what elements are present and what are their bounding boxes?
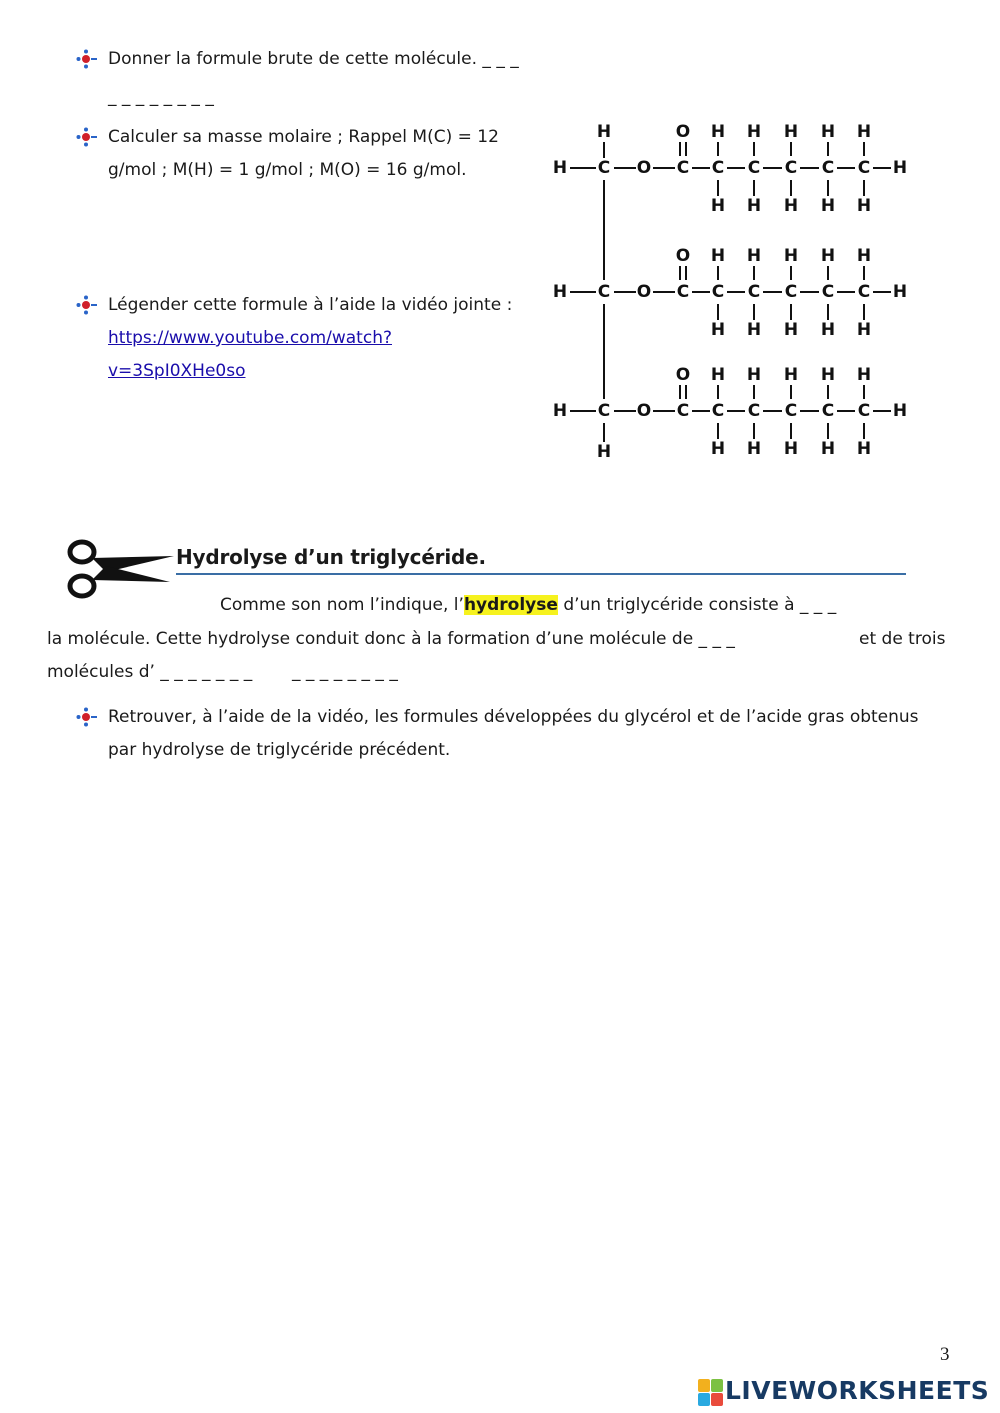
atom-h: H xyxy=(552,158,568,178)
question-1-blank[interactable]: _ _ _ _ _ _ _ _ xyxy=(108,87,214,107)
paragraph-line-2[interactable]: la molécule. Cette hydrolyse conduit donc à la formation d’une molécule de _ _ _ xyxy=(47,629,735,649)
atom-h: H xyxy=(783,246,799,266)
logo-brand-worksheets: WORKSHEETS xyxy=(788,1376,990,1405)
atom-h: H xyxy=(596,122,612,142)
atom-h: H xyxy=(710,122,726,142)
question-4-line-2: par hydrolyse de triglycéride précédent. xyxy=(108,740,451,760)
atom-h: H xyxy=(746,439,762,459)
atom-h: H xyxy=(746,365,762,385)
video-link-line-2[interactable]: v=3SpI0XHe0so xyxy=(108,361,246,381)
atom-h: H xyxy=(710,365,726,385)
page-number: 3 xyxy=(940,1344,950,1365)
atom-h: H xyxy=(820,196,836,216)
atom-c: C xyxy=(676,282,690,302)
atom-h: H xyxy=(746,122,762,142)
atom-h: H xyxy=(856,365,872,385)
question-2-line-1: Calculer sa masse molaire ; Rappel M(C) = 12 xyxy=(108,127,499,147)
atom-h: H xyxy=(746,320,762,340)
video-link-line-1[interactable]: https://www.youtube.com/watch? xyxy=(108,328,392,348)
atom-h: H xyxy=(892,282,908,302)
atom-c: C xyxy=(747,282,761,302)
atom-h: H xyxy=(746,196,762,216)
atom-h: H xyxy=(820,246,836,266)
atom-c: C xyxy=(857,282,871,302)
atom-h: H xyxy=(856,320,872,340)
atom-c: C xyxy=(821,401,835,421)
paragraph-line-3-a[interactable]: molécules d’ _ _ _ _ _ _ _ xyxy=(47,662,253,682)
atom-h: H xyxy=(820,365,836,385)
liveworksheets-logo-icon xyxy=(698,1379,724,1407)
paragraph-line-1-start: Comme son nom l’indique, l’ xyxy=(220,595,464,615)
atom-h: H xyxy=(820,122,836,142)
atom-c: C xyxy=(784,401,798,421)
atom-o: O xyxy=(636,401,652,421)
atom-c: C xyxy=(597,282,611,302)
atom-o: O xyxy=(675,246,691,266)
section-title: Hydrolyse d’un triglycéride. xyxy=(176,545,486,569)
atom-h: H xyxy=(710,246,726,266)
paragraph-line-2-end: et de trois xyxy=(859,629,946,649)
liveworksheets-logo xyxy=(698,1376,994,1410)
atom-o: O xyxy=(675,365,691,385)
question-2 xyxy=(76,121,536,191)
hydrolyse-highlight: hydrolyse xyxy=(463,595,558,615)
atom-c: C xyxy=(676,158,690,178)
question-3-text: Légender cette formule à l’aide la vidéo jointe : xyxy=(108,295,513,315)
atom-h: H xyxy=(783,122,799,142)
atom-h: H xyxy=(783,439,799,459)
atom-c: C xyxy=(747,401,761,421)
logo-brand-live: LIVE xyxy=(725,1376,789,1405)
atom-c: C xyxy=(784,282,798,302)
atom-h: H xyxy=(892,401,908,421)
atom-h: H xyxy=(856,439,872,459)
atom-c: C xyxy=(857,401,871,421)
atom-h: H xyxy=(552,401,568,421)
atom-h: H xyxy=(856,122,872,142)
atom-h: H xyxy=(710,320,726,340)
question-1 xyxy=(76,43,536,113)
question-3 xyxy=(76,289,536,389)
atom-h: H xyxy=(856,196,872,216)
atom-h: H xyxy=(783,365,799,385)
atom-o: O xyxy=(636,158,652,178)
atom-h: H xyxy=(820,320,836,340)
atom-c: C xyxy=(676,401,690,421)
triglyceride-structure xyxy=(548,118,918,468)
question-2-line-2: g/mol ; M(H) = 1 g/mol ; M(O) = 16 g/mol. xyxy=(108,160,467,180)
atom-o: O xyxy=(636,282,652,302)
atom-h: H xyxy=(710,439,726,459)
scissors-icon xyxy=(66,536,178,602)
atom-o: O xyxy=(675,122,691,142)
paragraph-line-1-end[interactable]: d’un triglycéride consiste à _ _ _ xyxy=(557,595,837,615)
molecule-bullet-icon xyxy=(76,295,98,315)
atom-c: C xyxy=(784,158,798,178)
question-4 xyxy=(76,701,956,771)
atom-h: H xyxy=(820,439,836,459)
atom-c: C xyxy=(711,282,725,302)
atom-h: H xyxy=(892,158,908,178)
atom-c: C xyxy=(711,158,725,178)
molecule-bullet-icon xyxy=(76,127,98,147)
atom-c: C xyxy=(747,158,761,178)
molecule-bullet-icon xyxy=(76,707,98,727)
atom-c: C xyxy=(821,158,835,178)
atom-h: H xyxy=(783,196,799,216)
atom-c: C xyxy=(597,158,611,178)
section-rule xyxy=(176,573,906,575)
atom-c: C xyxy=(821,282,835,302)
atom-c: C xyxy=(711,401,725,421)
atom-c: C xyxy=(597,401,611,421)
molecule-bullet-icon xyxy=(76,49,98,69)
atom-h: H xyxy=(783,320,799,340)
question-4-line-1: Retrouver, à l’aide de la vidéo, les formules développées du glycérol et de l’acide gras obtenus xyxy=(108,707,919,727)
question-1-text: Donner la formule brute de cette molécule. _ _ _ xyxy=(108,49,519,69)
atom-h: H xyxy=(856,246,872,266)
atom-h: H xyxy=(746,246,762,266)
atom-h: H xyxy=(596,442,612,462)
paragraph-line-1 xyxy=(220,589,836,622)
atom-c: C xyxy=(857,158,871,178)
paragraph-line-3-b[interactable]: _ _ _ _ _ _ _ _ xyxy=(292,662,398,682)
atom-h: H xyxy=(552,282,568,302)
atom-h: H xyxy=(710,196,726,216)
